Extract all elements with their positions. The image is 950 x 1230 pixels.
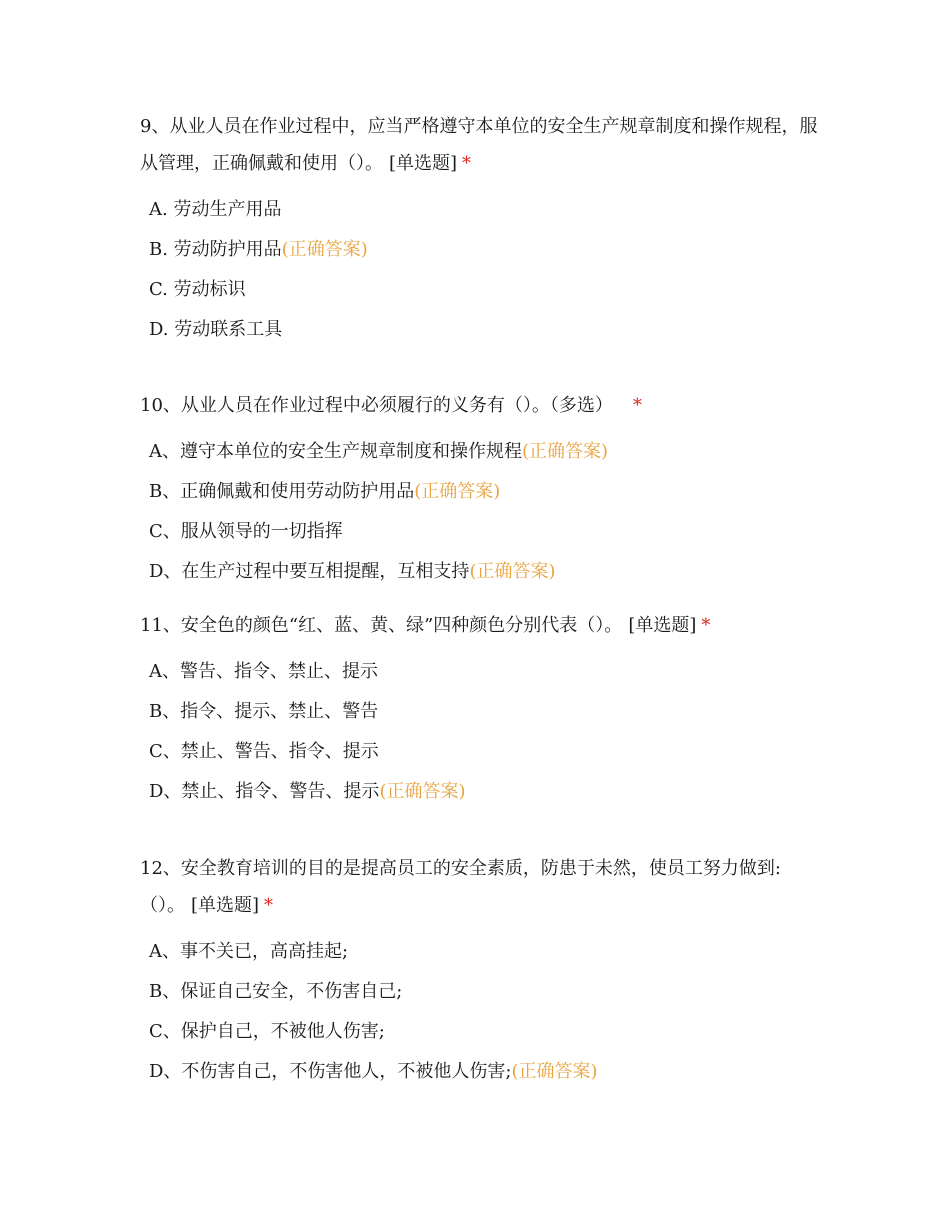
option-list	[140, 932, 820, 1092]
question-text	[140, 108, 820, 182]
option-list	[140, 652, 820, 812]
option-b[interactable]	[149, 230, 820, 270]
question-text	[140, 387, 820, 424]
question-type: [单选题]	[389, 153, 458, 174]
option-c[interactable]	[149, 270, 820, 310]
option-label: D、禁止、指令、警告、提示	[149, 781, 380, 802]
correct-answer-tag: (正确答案)	[511, 1061, 598, 1082]
option-a[interactable]	[149, 652, 820, 692]
option-d[interactable]	[149, 552, 820, 592]
question-text	[140, 850, 820, 924]
option-b[interactable]	[149, 972, 820, 1012]
option-c[interactable]	[149, 512, 820, 552]
option-list	[140, 190, 820, 350]
option-label: B、指令、提示、禁止、警告	[149, 701, 379, 722]
correct-answer-tag: (正确答案)	[281, 239, 368, 260]
correct-answer-tag: (正确答案)	[522, 441, 609, 462]
option-label: B. 劳动防护用品	[149, 239, 282, 260]
question-text	[140, 607, 820, 644]
question-stem: 10、从业人员在作业过程中必须履行的义务有（）。（多选）	[140, 395, 613, 416]
option-b[interactable]	[149, 472, 820, 512]
correct-answer-tag: (正确答案)	[379, 781, 466, 802]
question-12	[140, 850, 820, 1092]
option-b[interactable]	[149, 692, 820, 732]
option-c[interactable]	[149, 1012, 820, 1052]
option-d[interactable]	[149, 310, 820, 350]
option-c[interactable]	[149, 732, 820, 772]
question-11	[140, 607, 820, 812]
question-9	[140, 108, 820, 350]
option-label: B、正确佩戴和使用劳动防护用品	[149, 481, 415, 502]
option-label: A. 劳动生产用品	[149, 199, 282, 220]
option-label: A、警告、指令、禁止、提示	[149, 661, 378, 682]
option-label: D. 劳动联系工具	[149, 319, 283, 340]
question-stem: 12、安全教育培训的目的是提高员工的安全素质，防患于未然，使员工努力做到:（）。	[140, 858, 781, 916]
option-label: B、保证自己安全，不伤害自己;	[149, 981, 403, 1002]
option-a[interactable]	[149, 190, 820, 230]
option-a[interactable]	[149, 432, 820, 472]
required-mark: *	[632, 395, 642, 416]
required-mark: *	[264, 895, 274, 916]
option-label: C. 劳动标识	[149, 279, 246, 300]
option-label: C、禁止、警告、指令、提示	[149, 741, 379, 762]
required-mark: *	[462, 153, 472, 174]
option-list	[140, 432, 820, 592]
question-10	[140, 387, 820, 592]
question-type: [单选题]	[628, 615, 697, 636]
option-label: D、在生产过程中要互相提醒，互相支持	[149, 561, 470, 582]
question-stem: 9、从业人员在作业过程中，应当严格遵守本单位的安全生产规章制度和操作规程，服从管理，正确佩戴和使用（）。	[140, 116, 818, 174]
question-stem: 11、安全色的颜色“红、蓝、黄、绿”四种颜色分别代表（）。	[140, 615, 623, 636]
option-label: C、保护自己，不被他人伤害;	[149, 1021, 385, 1042]
option-label: C、服从领导的一切指挥	[149, 521, 343, 542]
correct-answer-tag: (正确答案)	[469, 561, 556, 582]
option-a[interactable]	[149, 932, 820, 972]
option-d[interactable]	[149, 1052, 820, 1092]
correct-answer-tag: (正确答案)	[414, 481, 501, 502]
question-type: [单选题]	[191, 895, 260, 916]
option-label: A、事不关已，高高挂起;	[149, 941, 349, 962]
option-d[interactable]	[149, 772, 820, 812]
required-mark: *	[701, 615, 711, 636]
option-label: A、遵守本单位的安全生产规章制度和操作规程	[149, 441, 522, 462]
option-label: D、不伤害自己，不伤害他人，不被他人伤害;	[149, 1061, 512, 1082]
